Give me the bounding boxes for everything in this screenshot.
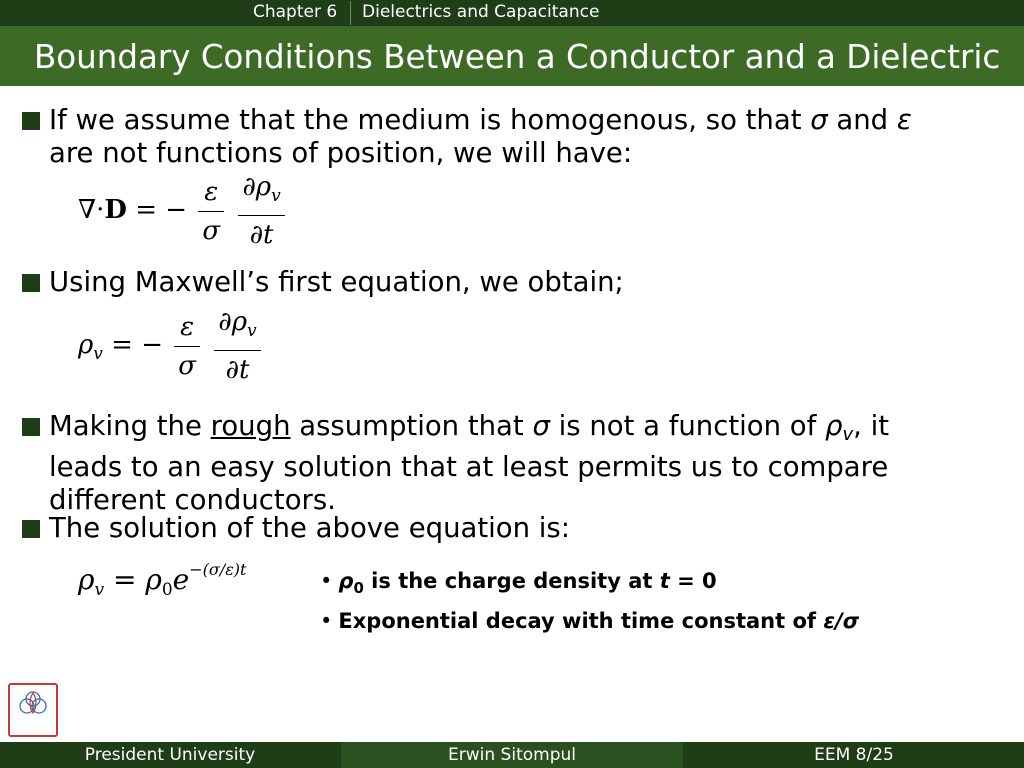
- bullet-square-icon: [22, 418, 40, 436]
- equation-exponential-decay: $\rho_v = \rho_0e^{-(\sigma/\varepsilon)t}$: [78, 560, 247, 600]
- bullet-square-icon: [22, 274, 40, 292]
- fraction-drho-dt: $\frac{\partial\rho_v}{\partial t}$: [214, 305, 260, 387]
- header-divider: [350, 1, 351, 25]
- bullet-square-icon: [22, 520, 40, 538]
- header-bar: [0, 0, 1024, 26]
- bullet-text: The solution of the above equation is:: [49, 512, 571, 544]
- fraction-eps-sigma: $\frac{\varepsilon}{\sigma}$: [174, 310, 200, 383]
- footer-author: Erwin Sitompul: [341, 742, 683, 768]
- solution-notes: [320, 565, 859, 638]
- chapter-label: Chapter 6: [253, 2, 338, 22]
- note-rho0: • $\rho_0$ is the charge density at t = 0: [320, 569, 717, 597]
- footer-page-number: EEM 8/25: [814, 745, 894, 765]
- fraction-drho-dt: $\frac{\partial\rho_v}{\partial t}$: [238, 170, 284, 252]
- chapter-topic: Dielectrics and Capacitance: [362, 2, 600, 22]
- bullet-text: If we assume that the medium is homogenous, so that σ and ε are not functions of position, we will have:: [49, 104, 912, 169]
- bullet-text: Using Maxwell’s first equation, we obtain;: [49, 266, 624, 298]
- bullet-square-icon: [22, 112, 40, 130]
- equation-rho-v: $\rho_v$ = − $\frac{\varepsilon}{\sigma}$ $\frac{\partial\rho_v}{\partial t}$: [78, 305, 264, 387]
- bullet-text: Making the rough assumption that σ is not a function of ρv, it leads to an easy solution that at least permits us to compare different conductors.: [49, 410, 890, 516]
- bullet-homogenous: [22, 104, 992, 170]
- footer-bar: [0, 742, 1024, 768]
- footer-institution: President University: [84, 745, 256, 765]
- fraction-eps-sigma: $\frac{\varepsilon}{\sigma}$: [198, 175, 224, 248]
- bullet-rough-assumption: [22, 410, 992, 517]
- bullet-solution: [22, 512, 992, 545]
- note-time-constant: • Exponential decay with time constant of ε/σ: [320, 609, 860, 633]
- university-logo-icon: [8, 683, 58, 737]
- bullet-maxwell: [22, 266, 992, 299]
- equation-divergence-d: ∇·D = − $\frac{\varepsilon}{\sigma}$ $\frac{\partial\rho_v}{\partial t}$: [78, 170, 288, 252]
- slide-title: Boundary Conditions Between a Conductor and a Dielectric: [34, 38, 1001, 76]
